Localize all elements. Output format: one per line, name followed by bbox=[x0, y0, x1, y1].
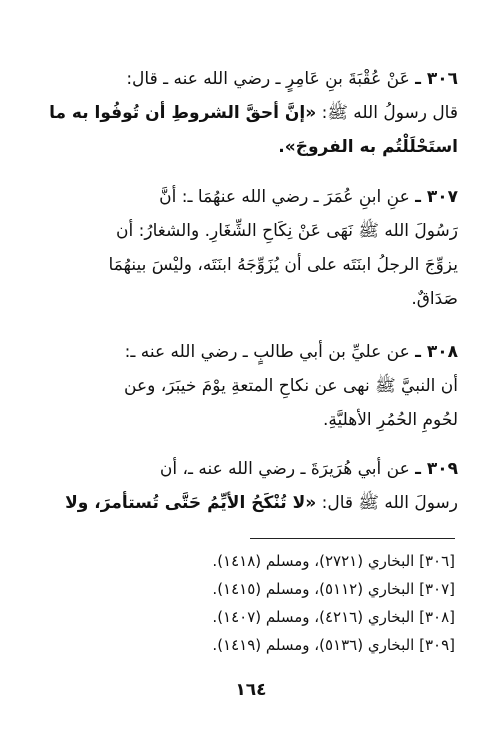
hadith-quote: «إنَّ أحقَّ الشروطِ أن تُوفُوا به ما bbox=[49, 103, 317, 123]
hadith-number: ٣٠٦ ـ bbox=[415, 69, 458, 89]
hadith-308-line-2: أن النبيَّ ﷺ نهى عن نكاحِ المتعةِ يوْمَ خيبَرَ، وعن bbox=[124, 376, 458, 396]
hadith-text: قال رسولُ الله ﷺ: bbox=[316, 103, 458, 123]
hadith-307-line-3: يزوِّجَ الرجلُ ابنَتَه على أن يُزَوِّجَهُ ابنَتَه، وليْسَ بينهُمَا bbox=[108, 255, 458, 275]
hadith-text: عن أبي هُرَيرَةَ ـ رضي الله عنه ـ، أن bbox=[159, 459, 410, 479]
hadith-text: عن عليِّ بن أبي طالبٍ ـ رضي الله عنه ـ: bbox=[124, 342, 410, 362]
hadith-306-line-3 bbox=[40, 130, 458, 164]
hadith-307-line-2: رَسُولَ الله ﷺ نَهَى عَنْ نِكَاحِ الشِّغَارِ. والشغارُ: أن bbox=[116, 221, 458, 241]
hadith-307 bbox=[40, 180, 458, 316]
hadith-number: ٣٠٧ ـ bbox=[415, 187, 458, 207]
hadith-number: ٣٠٩ ـ bbox=[415, 459, 458, 479]
footnote-307: [٣٠٧] البخاري (٥١١٢)، ومسلم (١٤١٥). bbox=[212, 580, 455, 598]
footnote-306: [٣٠٦] البخاري (٢٧٢١)، ومسلم (١٤١٨). bbox=[212, 552, 455, 570]
hadith-309-line-1 bbox=[40, 452, 458, 486]
hadith-308-line-3: لحُومِ الحُمُرِ الأهليَّةِ. bbox=[322, 410, 458, 430]
hadith-quote: «لا تُنْكَحُ الأيِّمُ حَتَّى تُستأمرَ، ولا bbox=[65, 493, 317, 513]
hadith-text: عَنْ عُقْبَةَ بنِ عَامِرٍ ـ رضي الله عنه ـ قال: bbox=[126, 69, 410, 89]
hadith-306-line-1 bbox=[40, 62, 458, 96]
hadith-number: ٣٠٨ ـ bbox=[415, 342, 458, 362]
hadith-quote: استَحْلَلْتُم به الفروجَ». bbox=[278, 137, 458, 157]
hadith-text: عنِ ابنِ عُمَرَ ـ رضي الله عنهُمَا ـ: أنَّ bbox=[159, 187, 410, 207]
hadith-308 bbox=[40, 335, 458, 437]
hadith-309-line-2 bbox=[40, 486, 458, 520]
hadith-306 bbox=[40, 62, 458, 164]
hadith-307-line-1 bbox=[40, 180, 458, 214]
page-number: ١٦٤ bbox=[235, 680, 267, 700]
hadith-307-line-4: صَدَاقٌ. bbox=[411, 289, 458, 309]
hadith-309 bbox=[40, 452, 458, 520]
footnote-309: [٣٠٩] البخاري (٥١٣٦)، ومسلم (١٤١٩). bbox=[212, 636, 455, 654]
hadith-308-line-1 bbox=[40, 335, 458, 369]
hadith-text: رسولَ الله ﷺ قال: bbox=[316, 493, 458, 513]
footnote-separator bbox=[250, 538, 455, 539]
footnote-308: [٣٠٨] البخاري (٤٢١٦)، ومسلم (١٤٠٧). bbox=[212, 608, 455, 626]
hadith-306-line-2 bbox=[40, 96, 458, 130]
